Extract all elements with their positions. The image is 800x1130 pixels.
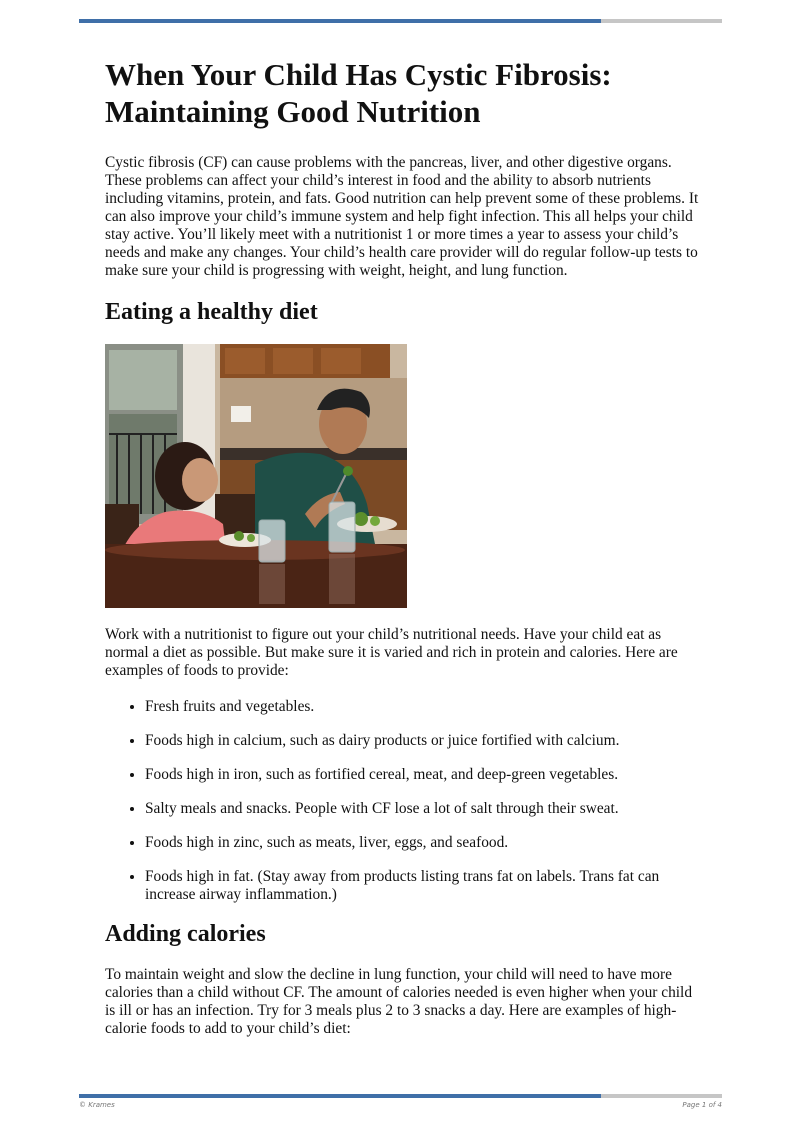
list-item: • Foods high in calcium, such as dairy products or juice fortified with calcium. (145, 732, 705, 750)
footer-page-number: Page 1 of 4 (682, 1101, 722, 1109)
list-item: • Foods high in fat. (Stay away from products listing trans fat on labels. Trans fat can increase airway inflammation.) (145, 868, 705, 904)
calories-paragraph: To maintain weight and slow the decline in lung function, your child will need to have more calories than a child without CF. The amount of calories needed is even higher when your child is ill or has an infection. Try for 3 meals plus 2 to 3 snacks a day. Here are examples of high-calorie foods to add to your child’s diet: (105, 966, 693, 1037)
eating-paragraph: Work with a nutritionist to figure out your child’s nutritional needs. Have your child eat as normal a diet as possible. But make sure it is varied and rich in protein and calories. Here are examples of foods to provide: (105, 626, 678, 679)
footer-copyright: © Krames (79, 1101, 115, 1109)
page-title: When Your Child Has Cystic Fibrosis: Maintaining Good Nutrition (105, 57, 612, 129)
article (105, 56, 705, 1056)
header-progress-fill (79, 19, 601, 23)
family-eating-photo (105, 344, 407, 608)
section-heading-eating: Eating a healthy diet (105, 299, 318, 325)
header-progress-bar (79, 19, 722, 23)
list-item: • Fresh fruits and vegetables. (145, 698, 705, 716)
section-heading-calories: Adding calories (105, 921, 266, 947)
food-list (105, 698, 705, 904)
footer-progress-bar (79, 1094, 722, 1098)
footer-progress-fill (79, 1094, 601, 1098)
intro-paragraph: Cystic fibrosis (CF) can cause problems with the pancreas, liver, and other digestive organs. These problems can affect your child’s interest in food and the ability to absorb nutrients including vitamins, protein, and fats. Good nutrition can help prevent some of these problems. It can also improve your child’s immune system and help fight infection. This all helps your child stay active. You’ll likely meet with a nutritionist 1 or more times a year to assess your child’s needs and make any changes. Your child’s health care provider will do regular follow-up tests to make sure your child is progressing with weight, height, and lung function. (105, 154, 699, 279)
list-item: • Salty meals and snacks. People with CF lose a lot of salt through their sweat. (145, 800, 705, 818)
list-item: • Foods high in zinc, such as meats, liver, eggs, and seafood. (145, 834, 705, 852)
list-item: • Foods high in iron, such as fortified cereal, meat, and deep-green vegetables. (145, 766, 705, 784)
